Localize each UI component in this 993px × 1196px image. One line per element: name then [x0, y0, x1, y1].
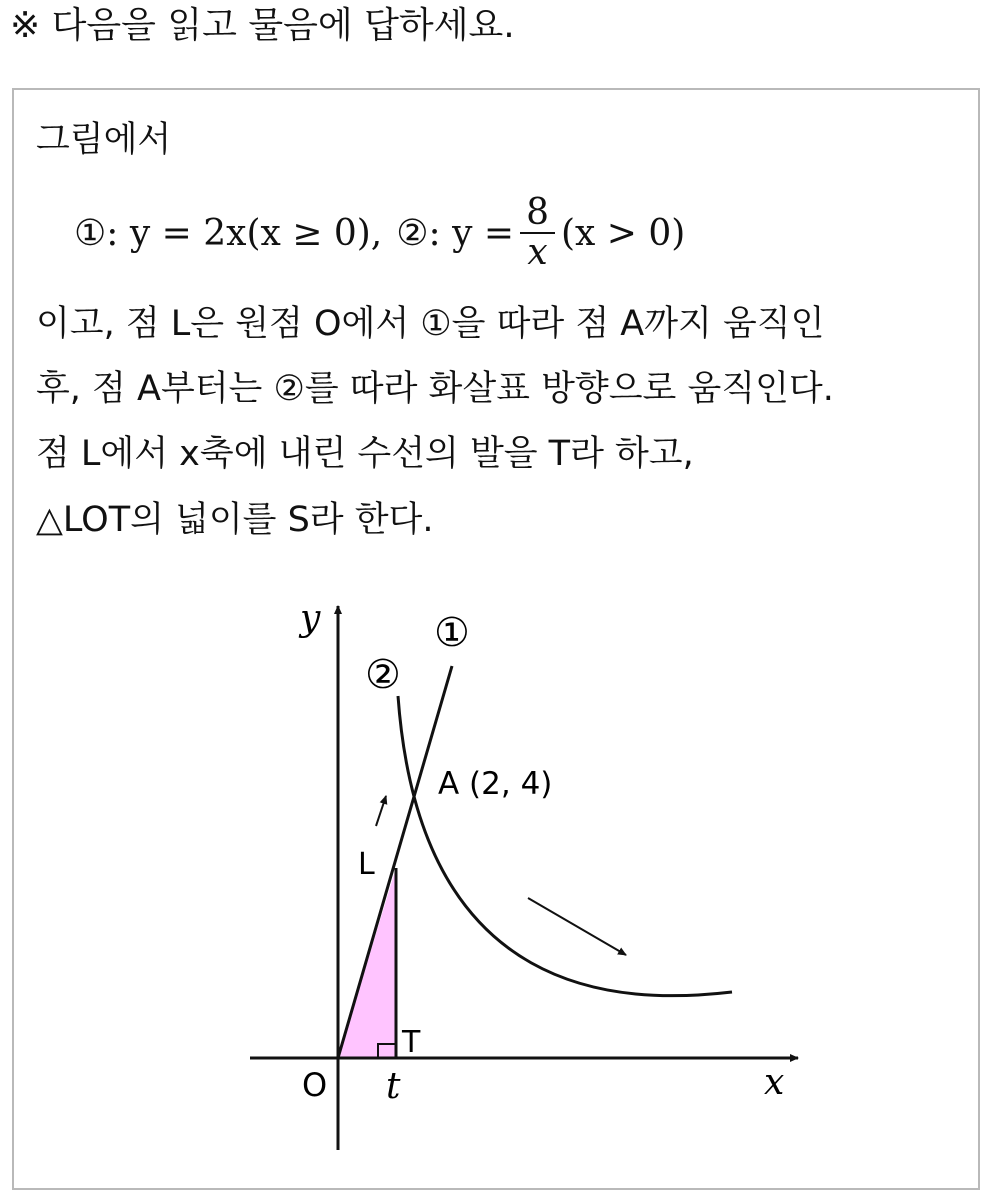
curve-hyperbola [398, 696, 732, 996]
instruction-text: ※ 다음을 읽고 물음에 답하세요. [10, 5, 515, 46]
curve2-marker: ② [396, 212, 429, 254]
label-x-axis: x [764, 1062, 785, 1103]
arrow-along-curve [528, 898, 626, 955]
problem-line-3: 점 L에서 x축에 내린 수선의 발을 T라 하고, [36, 434, 694, 474]
fraction-numerator: 8 [526, 192, 549, 233]
label-origin: O [302, 1066, 328, 1104]
problem-line-1: 이고, 점 L은 원점 O에서 ①을 따라 점 A까지 움직인 [36, 304, 825, 344]
label-foot-t: T [402, 1025, 421, 1060]
label-curve1: ① [434, 610, 470, 656]
label-curve2: ② [365, 652, 401, 698]
curve2-condition: (x > 0) [560, 212, 686, 254]
curve1-marker: ① [74, 212, 107, 254]
problem-intro: 그림에서 [36, 120, 172, 160]
label-y-axis: y [300, 598, 321, 639]
curve1-equation: : y = 2x(x ≥ 0), [106, 212, 383, 254]
fraction-denominator: x [527, 232, 548, 273]
problem-line-4: △LOT의 넓이를 S라 한다. [36, 500, 434, 540]
curve2-lhs: : y = [428, 212, 515, 254]
label-point-l: L [358, 847, 375, 882]
label-point-a: A (2, 4) [438, 766, 553, 802]
label-t: t [386, 1066, 401, 1107]
arrow-along-line [376, 796, 386, 826]
problem-line-2: 후, 점 A부터는 ②를 따라 화살표 방향으로 움직인다. [36, 369, 834, 409]
